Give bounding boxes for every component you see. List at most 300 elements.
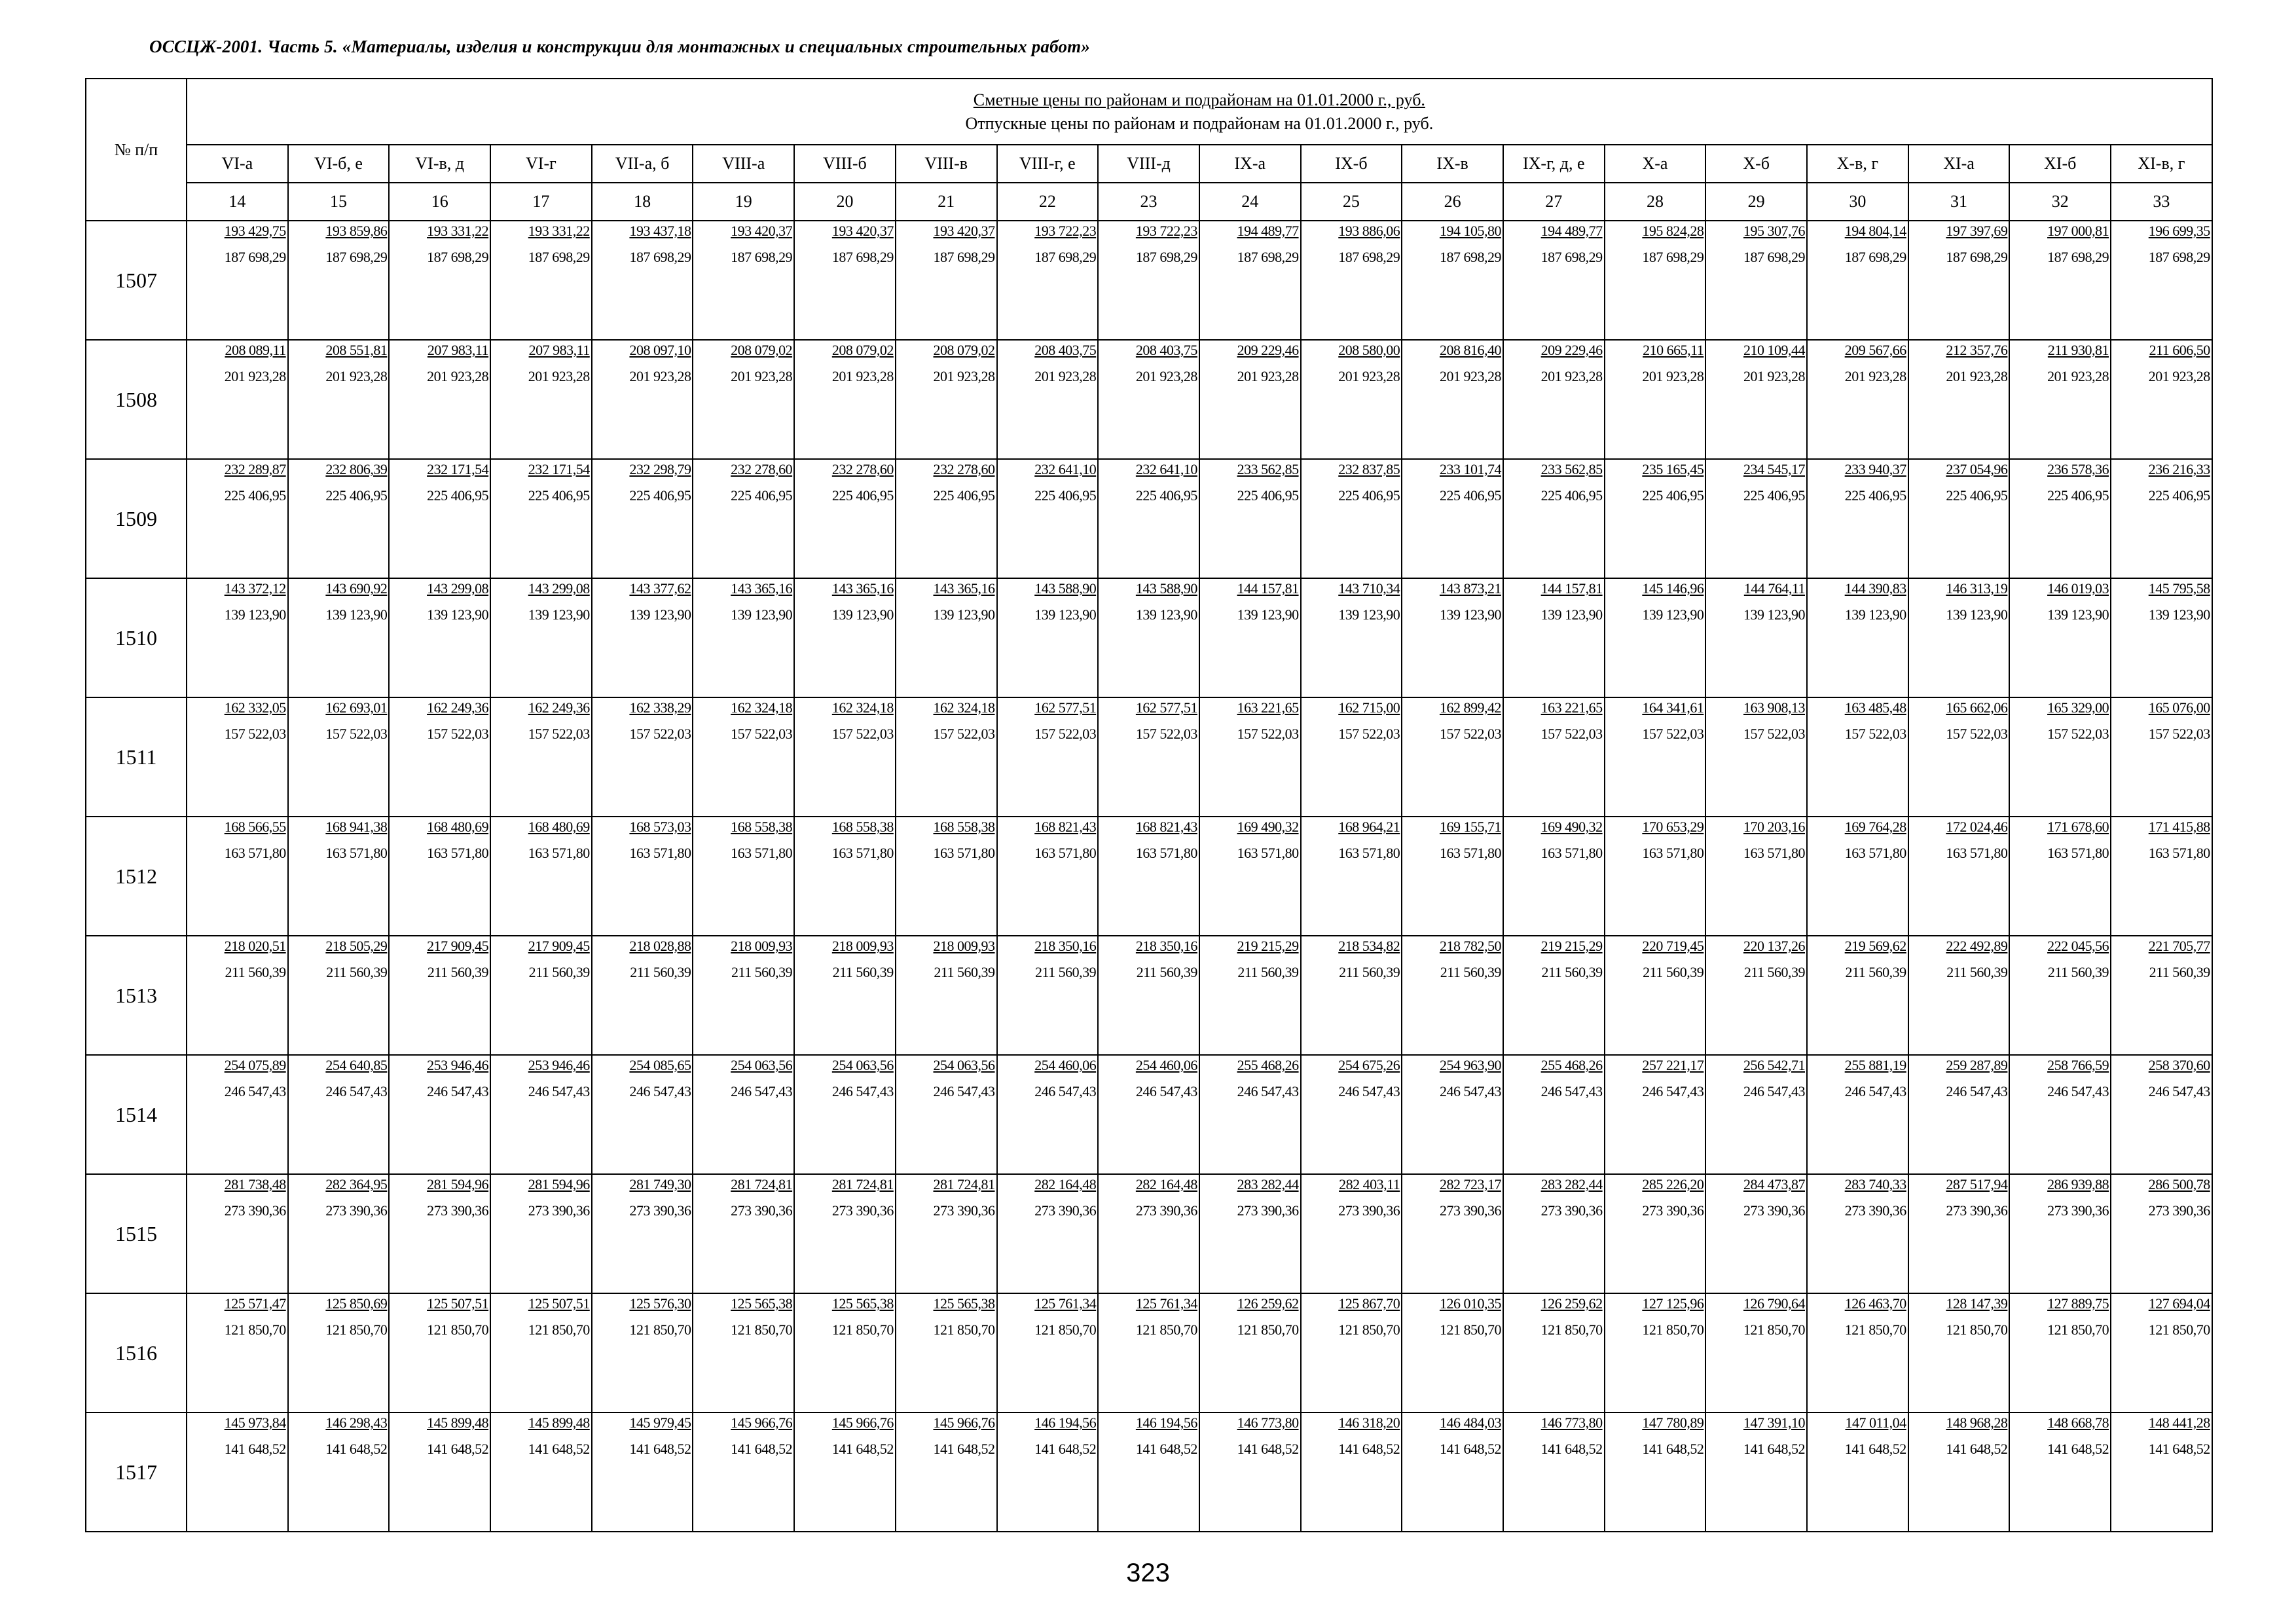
release-price: 163 571,80 [1844, 845, 1906, 861]
estimated-price: 125 761,34 [1135, 1295, 1197, 1312]
region-header: XI-б [2009, 145, 2111, 183]
estimated-price: 146 019,03 [2047, 580, 2109, 597]
price-cell [1807, 578, 1908, 697]
price-cell [1908, 578, 2010, 697]
release-price: 273 390,36 [528, 1202, 590, 1219]
release-price: 157 522,03 [427, 726, 489, 742]
column-number: 24 [1199, 183, 1301, 221]
price-cell [2111, 459, 2212, 578]
estimated-price: 126 010,35 [1439, 1295, 1501, 1312]
table-row [86, 697, 2212, 817]
estimated-price: 218 505,29 [325, 938, 388, 954]
region-header: IX-г, д, е [1503, 145, 1605, 183]
estimated-price: 162 715,00 [1338, 699, 1400, 716]
estimated-price: 232 641,10 [1034, 461, 1097, 477]
release-price: 163 571,80 [1946, 845, 2008, 861]
release-price: 121 850,70 [224, 1321, 286, 1338]
release-price: 121 850,70 [1743, 1321, 1805, 1338]
price-cell [2111, 697, 2212, 817]
price-cell [1301, 817, 1402, 936]
price-cell [490, 936, 592, 1055]
release-price: 157 522,03 [831, 726, 894, 742]
release-price: 187 698,29 [325, 249, 388, 265]
release-price: 246 547,43 [528, 1083, 590, 1099]
estimated-price: 168 558,38 [731, 819, 793, 835]
release-price: 187 698,29 [2148, 249, 2210, 265]
estimated-price: 254 963,90 [1439, 1057, 1501, 1073]
estimated-price: 162 577,51 [1034, 699, 1097, 716]
price-cell [1199, 1293, 1301, 1412]
estimated-price: 219 569,62 [1844, 938, 1906, 954]
estimated-price: 258 370,60 [2148, 1057, 2210, 1073]
price-cell [1705, 221, 1807, 340]
release-price: 187 698,29 [1844, 249, 1906, 265]
price-cell [896, 1174, 997, 1293]
price-cell [1807, 817, 1908, 936]
release-price: 201 923,28 [933, 368, 995, 384]
estimated-price: 233 101,74 [1439, 461, 1501, 477]
estimated-price: 254 063,56 [933, 1057, 995, 1073]
price-cell [389, 817, 490, 936]
price-cell [490, 340, 592, 459]
estimated-price: 193 420,37 [731, 223, 793, 239]
release-price: 273 390,36 [1642, 1202, 1704, 1219]
release-price: 139 123,90 [528, 606, 590, 623]
row-number: 1509 [86, 459, 187, 578]
release-price: 201 923,28 [2047, 368, 2109, 384]
release-price: 141 648,52 [1034, 1441, 1097, 1457]
estimated-price: 193 722,23 [1135, 223, 1197, 239]
release-price: 141 648,52 [224, 1441, 286, 1457]
release-price: 141 648,52 [1946, 1441, 2008, 1457]
release-price: 141 648,52 [1743, 1441, 1805, 1457]
price-cell [1199, 697, 1301, 817]
estimated-price: 218 009,93 [731, 938, 793, 954]
price-cell [592, 340, 693, 459]
price-cell [389, 1293, 490, 1412]
estimated-price: 194 105,80 [1439, 223, 1501, 239]
price-cell [1098, 459, 1199, 578]
price-cell [693, 936, 794, 1055]
price-cell [1605, 459, 1706, 578]
table-row [86, 340, 2212, 459]
estimated-price: 126 463,70 [1844, 1295, 1906, 1312]
region-header: X-б [1705, 145, 1807, 183]
table-row [86, 1055, 2212, 1174]
table-row [86, 936, 2212, 1055]
release-price: 225 406,95 [1135, 487, 1197, 504]
price-cell [693, 340, 794, 459]
estimated-price: 283 282,44 [1237, 1176, 1299, 1192]
price-cell [1402, 578, 1503, 697]
release-price: 225 406,95 [1439, 487, 1501, 504]
price-cell [794, 459, 896, 578]
release-price: 201 923,28 [731, 368, 793, 384]
release-price: 246 547,43 [2047, 1083, 2109, 1099]
estimated-price: 168 558,38 [831, 819, 894, 835]
estimated-price: 147 011,04 [1845, 1414, 1906, 1431]
estimated-price: 143 710,34 [1338, 580, 1400, 597]
estimated-price: 164 341,61 [1642, 699, 1704, 716]
price-cell [288, 1174, 390, 1293]
estimated-price: 128 147,39 [1946, 1295, 2008, 1312]
estimated-price: 254 063,56 [731, 1057, 793, 1073]
release-price: 211 560,39 [528, 964, 590, 980]
price-cell [1503, 697, 1605, 817]
price-cell [1098, 936, 1199, 1055]
estimated-price: 163 908,13 [1743, 699, 1805, 716]
release-price: 225 406,95 [224, 487, 286, 504]
price-cell [1503, 817, 1605, 936]
price-cell [1605, 1412, 1706, 1532]
estimated-price: 232 278,60 [731, 461, 793, 477]
estimated-price: 208 551,81 [325, 342, 388, 358]
table-caption [187, 79, 2212, 145]
estimated-price: 143 377,62 [629, 580, 691, 597]
price-cell [490, 817, 592, 936]
price-table [85, 78, 2213, 1532]
estimated-price: 126 259,62 [1237, 1295, 1299, 1312]
price-cell [2009, 221, 2111, 340]
region-header-row [86, 145, 2212, 183]
row-number: 1508 [86, 340, 187, 459]
estimated-price: 162 899,42 [1439, 699, 1501, 716]
estimated-price: 170 653,29 [1642, 819, 1704, 835]
release-price: 211 560,39 [1946, 964, 2008, 980]
release-price: 273 390,36 [933, 1202, 995, 1219]
price-cell [1705, 817, 1807, 936]
release-price: 211 560,39 [427, 964, 489, 980]
release-price: 211 560,39 [225, 964, 286, 980]
table-row [86, 459, 2212, 578]
price-cell [794, 1174, 896, 1293]
price-cell [896, 1055, 997, 1174]
price-cell [490, 578, 592, 697]
estimated-price: 146 298,43 [325, 1414, 388, 1431]
estimated-price: 196 699,35 [2148, 223, 2210, 239]
price-cell [896, 459, 997, 578]
price-cell [1199, 1412, 1301, 1532]
release-price: 139 123,90 [1237, 606, 1299, 623]
estimated-price: 219 215,29 [1237, 938, 1299, 954]
price-cell [1402, 697, 1503, 817]
price-cell [2009, 936, 2111, 1055]
price-cell [997, 1055, 1099, 1174]
release-price: 139 123,90 [325, 606, 388, 623]
estimated-price: 234 545,17 [1743, 461, 1805, 477]
price-cell [1807, 221, 1908, 340]
estimated-price: 208 097,10 [629, 342, 691, 358]
release-price: 225 406,95 [1237, 487, 1299, 504]
estimated-price: 208 403,75 [1034, 342, 1097, 358]
column-number: 29 [1705, 183, 1807, 221]
release-price: 163 571,80 [1135, 845, 1197, 861]
row-number: 1514 [86, 1055, 187, 1174]
release-price: 157 522,03 [2148, 726, 2210, 742]
price-cell [1908, 1293, 2010, 1412]
price-cell [1705, 1293, 1807, 1412]
release-price: 201 923,28 [325, 368, 388, 384]
estimated-price: 125 565,38 [731, 1295, 793, 1312]
release-price: 225 406,95 [1743, 487, 1805, 504]
release-price: 187 698,29 [1338, 249, 1400, 265]
estimated-price: 145 973,84 [224, 1414, 286, 1431]
release-price: 121 850,70 [933, 1321, 995, 1338]
price-cell [592, 697, 693, 817]
estimated-price: 162 324,18 [731, 699, 793, 716]
release-price: 139 123,90 [224, 606, 286, 623]
price-cell [389, 1412, 490, 1532]
release-price: 157 522,03 [2047, 726, 2109, 742]
estimated-price: 217 909,45 [427, 938, 489, 954]
page-number: 323 [1126, 1559, 1170, 1587]
estimated-price: 282 364,95 [325, 1176, 388, 1192]
estimated-price: 220 719,45 [1642, 938, 1704, 954]
estimated-price: 283 282,44 [1540, 1176, 1603, 1192]
estimated-price: 285 226,20 [1642, 1176, 1704, 1192]
release-price: 141 648,52 [731, 1441, 793, 1457]
release-price: 139 123,90 [1642, 606, 1704, 623]
estimated-price: 236 578,36 [2047, 461, 2109, 477]
release-price: 121 850,70 [1135, 1321, 1197, 1338]
estimated-price: 168 480,69 [427, 819, 489, 835]
release-price: 157 522,03 [1540, 726, 1603, 742]
price-cell [1605, 697, 1706, 817]
price-cell [997, 459, 1099, 578]
release-price: 246 547,43 [1135, 1083, 1197, 1099]
estimated-price: 211 606,50 [2149, 342, 2210, 358]
region-header: X-в, г [1807, 145, 1908, 183]
estimated-price: 146 773,80 [1237, 1414, 1299, 1431]
price-cell [1301, 697, 1402, 817]
estimated-price: 195 307,76 [1743, 223, 1805, 239]
release-price: 141 648,52 [831, 1441, 894, 1457]
price-cell [2111, 1293, 2212, 1412]
estimated-price: 127 889,75 [2047, 1295, 2109, 1312]
release-price: 139 123,90 [1034, 606, 1097, 623]
estimated-price: 233 940,37 [1844, 461, 1906, 477]
release-price: 225 406,95 [427, 487, 489, 504]
price-cell [794, 817, 896, 936]
release-price: 163 571,80 [2047, 845, 2109, 861]
estimated-price: 232 806,39 [325, 461, 388, 477]
estimated-price: 218 009,93 [831, 938, 894, 954]
region-header: XI-а [1908, 145, 2010, 183]
release-price: 273 390,36 [2047, 1202, 2109, 1219]
release-price: 163 571,80 [528, 845, 590, 861]
price-cell [389, 221, 490, 340]
estimated-price: 236 216,33 [2148, 461, 2210, 477]
estimated-price: 148 441,28 [2148, 1414, 2210, 1431]
estimated-price: 125 507,51 [528, 1295, 590, 1312]
price-cell [1402, 459, 1503, 578]
price-cell [794, 340, 896, 459]
estimated-price: 208 580,00 [1338, 342, 1400, 358]
estimated-price: 145 899,48 [528, 1414, 590, 1431]
release-price: 273 390,36 [831, 1202, 894, 1219]
price-cell [693, 459, 794, 578]
price-cell [1705, 1055, 1807, 1174]
release-price: 187 698,29 [1237, 249, 1299, 265]
estimated-price: 254 063,56 [831, 1057, 894, 1073]
price-cell [1199, 1055, 1301, 1174]
estimated-price: 145 899,48 [427, 1414, 489, 1431]
estimated-price: 197 000,81 [2047, 223, 2109, 239]
release-price: 163 571,80 [629, 845, 691, 861]
estimated-price: 194 489,77 [1237, 223, 1299, 239]
row-number: 1510 [86, 578, 187, 697]
release-price: 141 648,52 [1135, 1441, 1197, 1457]
release-price: 225 406,95 [933, 487, 995, 504]
price-cell [2009, 1055, 2111, 1174]
price-cell [288, 459, 390, 578]
column-number: 26 [1402, 183, 1503, 221]
estimated-price: 145 146,96 [1642, 580, 1704, 597]
estimated-price: 287 517,94 [1946, 1176, 2008, 1192]
price-cell [490, 1293, 592, 1412]
estimated-price: 146 313,19 [1946, 580, 2008, 597]
price-cell [2111, 340, 2212, 459]
release-price: 211 560,39 [1743, 964, 1805, 980]
price-cell [1098, 221, 1199, 340]
estimated-price: 232 837,85 [1338, 461, 1400, 477]
estimated-price: 197 397,69 [1946, 223, 2008, 239]
release-price: 141 648,52 [1844, 1441, 1906, 1457]
price-cell [1908, 1174, 2010, 1293]
estimated-price: 281 738,48 [224, 1176, 286, 1192]
price-cell [794, 936, 896, 1055]
estimated-price: 194 489,77 [1540, 223, 1603, 239]
estimated-price: 170 203,16 [1743, 819, 1805, 835]
estimated-price: 143 372,12 [224, 580, 286, 597]
price-cell [1199, 459, 1301, 578]
release-price: 141 648,52 [325, 1441, 388, 1457]
price-cell [187, 1293, 288, 1412]
estimated-price: 222 492,89 [1946, 938, 2008, 954]
estimated-price: 219 215,29 [1540, 938, 1603, 954]
price-cell [1503, 578, 1605, 697]
release-price: 201 923,28 [427, 368, 489, 384]
price-cell [490, 459, 592, 578]
region-header: X-а [1605, 145, 1706, 183]
price-cell [288, 936, 390, 1055]
release-price: 121 850,70 [1540, 1321, 1603, 1338]
estimated-price: 145 979,45 [629, 1414, 691, 1431]
num-column-header: № п/п [86, 79, 187, 221]
column-number: 14 [187, 183, 288, 221]
estimated-price: 209 229,46 [1237, 342, 1299, 358]
price-cell [1705, 340, 1807, 459]
estimated-price: 209 567,66 [1844, 342, 1906, 358]
price-cell [1098, 340, 1199, 459]
release-price: 187 698,29 [731, 249, 793, 265]
release-price: 187 698,29 [1946, 249, 2008, 265]
price-cell [2009, 1174, 2111, 1293]
release-price: 157 522,03 [1135, 726, 1197, 742]
release-price: 139 123,90 [933, 606, 995, 623]
estimated-price: 258 766,59 [2047, 1057, 2109, 1073]
release-price: 225 406,95 [731, 487, 793, 504]
column-number: 31 [1908, 183, 2010, 221]
table-row [86, 578, 2212, 697]
release-price: 201 923,28 [224, 368, 286, 384]
price-cell [288, 817, 390, 936]
estimated-price: 165 662,06 [1946, 699, 2008, 716]
price-cell [592, 459, 693, 578]
price-cell [693, 1174, 794, 1293]
estimated-price: 220 137,26 [1743, 938, 1805, 954]
region-header: VI-а [187, 145, 288, 183]
release-price: 163 571,80 [224, 845, 286, 861]
estimated-price: 282 164,48 [1034, 1176, 1097, 1192]
release-price: 157 522,03 [1642, 726, 1704, 742]
price-cell [1705, 697, 1807, 817]
release-price: 163 571,80 [1338, 845, 1400, 861]
price-cell [1199, 936, 1301, 1055]
price-cell [592, 936, 693, 1055]
release-price: 141 648,52 [2148, 1441, 2210, 1457]
price-cell [1402, 1293, 1503, 1412]
estimated-price: 162 324,18 [831, 699, 894, 716]
release-price: 141 648,52 [933, 1441, 995, 1457]
column-number: 33 [2111, 183, 2212, 221]
estimated-price: 256 542,71 [1743, 1057, 1805, 1073]
release-price: 225 406,95 [1034, 487, 1097, 504]
release-price: 157 522,03 [1439, 726, 1501, 742]
price-cell [1199, 340, 1301, 459]
release-price: 201 923,28 [1540, 368, 1603, 384]
estimated-price: 169 764,28 [1844, 819, 1906, 835]
release-price: 201 923,28 [1237, 368, 1299, 384]
estimated-price: 163 485,48 [1844, 699, 1906, 716]
estimated-price: 254 460,06 [1135, 1057, 1197, 1073]
estimated-price: 168 558,38 [933, 819, 995, 835]
release-price: 211 560,39 [1035, 964, 1097, 980]
region-header: VIII-д [1098, 145, 1199, 183]
estimated-price: 162 332,05 [224, 699, 286, 716]
release-price: 157 522,03 [325, 726, 388, 742]
estimated-price: 143 299,08 [528, 580, 590, 597]
estimated-price: 162 324,18 [933, 699, 995, 716]
release-price: 211 560,39 [1541, 964, 1603, 980]
price-cell [592, 1055, 693, 1174]
release-price: 187 698,29 [1034, 249, 1097, 265]
estimated-price: 281 749,30 [629, 1176, 691, 1192]
row-number: 1513 [86, 936, 187, 1055]
estimated-price: 254 085,65 [629, 1057, 691, 1073]
estimated-price: 253 946,46 [528, 1057, 590, 1073]
estimated-price: 143 690,92 [325, 580, 388, 597]
estimated-price: 254 675,26 [1338, 1057, 1400, 1073]
release-price: 225 406,95 [1844, 487, 1906, 504]
estimated-price: 208 079,02 [731, 342, 793, 358]
column-number: 23 [1098, 183, 1199, 221]
release-price: 163 571,80 [933, 845, 995, 861]
estimated-price: 286 939,88 [2047, 1176, 2109, 1192]
price-cell [1098, 578, 1199, 697]
price-cell [389, 936, 490, 1055]
price-cell [1402, 1412, 1503, 1532]
price-cell [187, 936, 288, 1055]
estimated-price: 222 045,56 [2047, 938, 2109, 954]
release-price: 273 390,36 [1135, 1202, 1197, 1219]
release-price: 211 560,39 [1440, 964, 1501, 980]
price-cell [288, 697, 390, 817]
release-price: 141 648,52 [1642, 1441, 1704, 1457]
estimated-price: 126 790,64 [1743, 1295, 1805, 1312]
release-price: 141 648,52 [1338, 1441, 1400, 1457]
release-price: 273 390,36 [224, 1202, 286, 1219]
